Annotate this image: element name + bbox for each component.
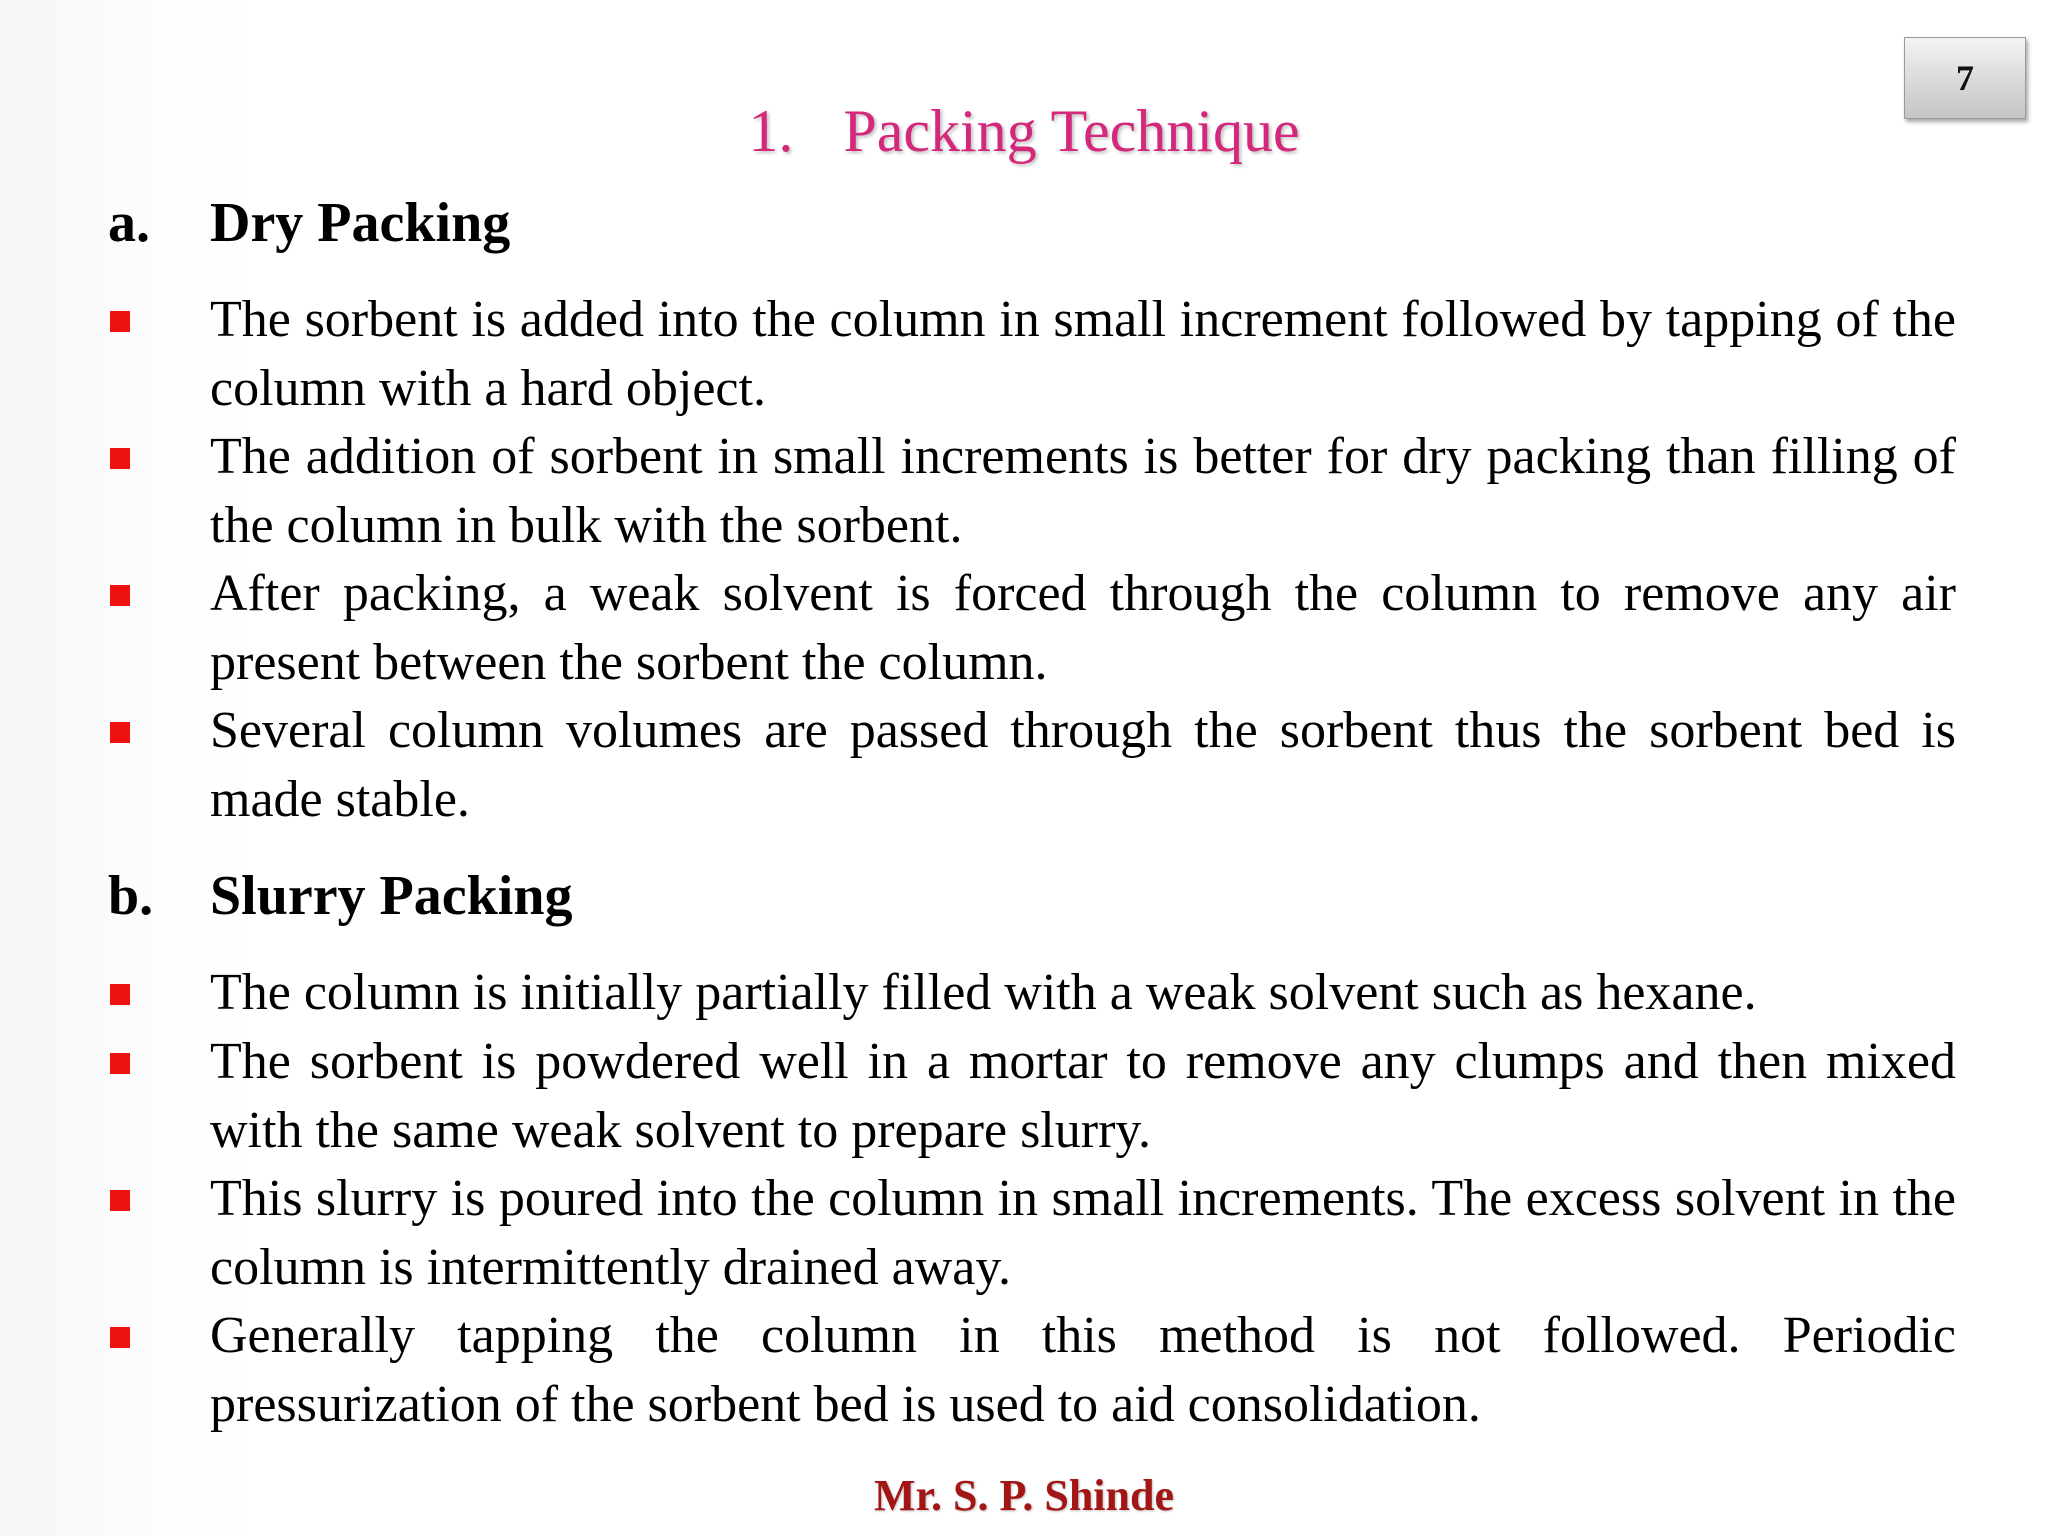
list-item-text: The sorbent is powdered well in a mortar to remove any clumps and then mixed with the same weak solvent to prepare slurry. xyxy=(210,1033,1956,1159)
square-bullet-icon xyxy=(110,1327,130,1348)
section-heading-dry-packing xyxy=(108,190,510,256)
list-item-text: This slurry is poured into the column in small increments. The excess solvent in the column is intermittently drained away. xyxy=(210,1170,1956,1296)
list-item-text: The addition of sorbent in small increments is better for dry packing than filling of the column in bulk with the sorbent. xyxy=(210,428,1956,554)
author-footer: Mr. S. P. Shinde xyxy=(874,1471,1174,1520)
slide-title xyxy=(0,95,2048,167)
list-item-text: Several column volumes are passed through the sorbent thus the sorbent bed is made stable. xyxy=(210,702,1956,828)
square-bullet-icon xyxy=(110,448,130,469)
list-item-text: After packing, a weak solvent is forced through the column to remove any air present between the sorbent the column. xyxy=(210,565,1956,691)
slide-title-text: Packing Technique xyxy=(843,98,1300,164)
section-letter: a. xyxy=(108,192,150,254)
list-item-text: The column is initially partially filled with a weak solvent such as hexane. xyxy=(210,964,1757,1021)
square-bullet-icon xyxy=(110,1053,130,1074)
square-bullet-icon xyxy=(110,1190,130,1211)
section-heading-text: Slurry Packing xyxy=(210,865,573,927)
square-bullet-icon xyxy=(110,722,130,743)
slide-title-number: 1. xyxy=(748,98,794,164)
square-bullet-icon xyxy=(110,311,130,332)
section-heading-slurry-packing xyxy=(108,863,572,929)
list-item-text: Generally tapping the column in this method is not followed. Periodic pressurization of the sorbent bed is used to aid consolidation. xyxy=(210,1307,1956,1433)
list-item-text: The sorbent is added into the column in small increment followed by tapping of the column with a hard object. xyxy=(210,291,1956,417)
square-bullet-icon xyxy=(110,984,130,1005)
section-heading-text: Dry Packing xyxy=(210,192,511,254)
page-number: 7 xyxy=(1956,58,1974,98)
square-bullet-icon xyxy=(110,585,130,606)
section-letter: b. xyxy=(108,865,154,927)
